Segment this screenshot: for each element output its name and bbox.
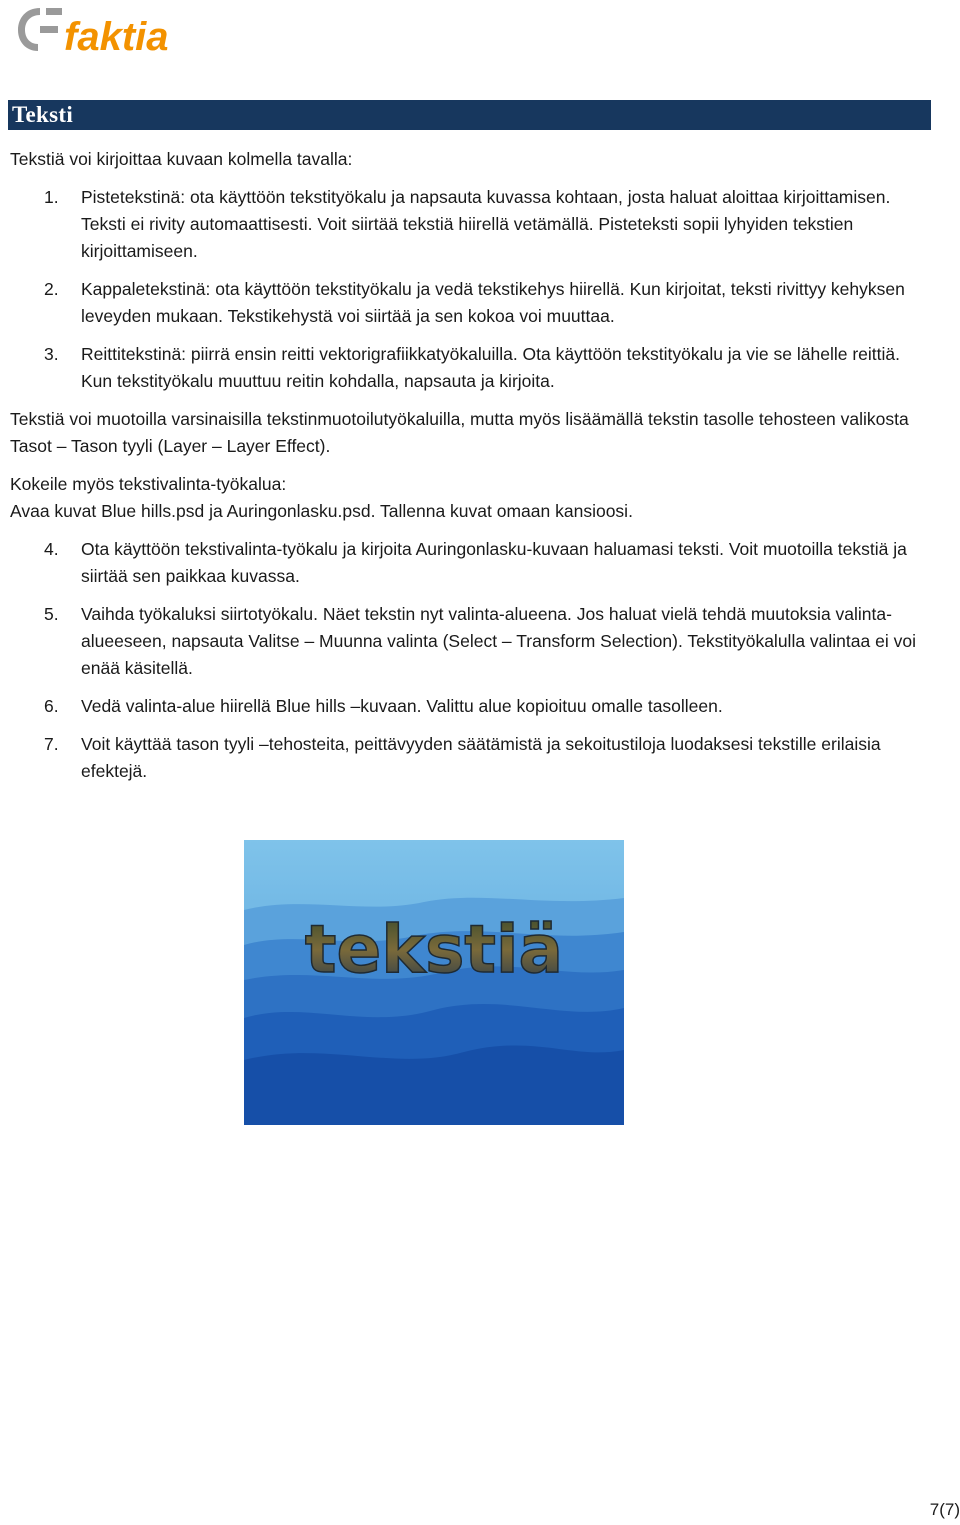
list-number: 3.: [44, 344, 59, 364]
list-text: Reittitekstinä: piirrä ensin reitti vektorigrafiikkatyökaluilla. Ota käyttöön tekstityökalu ja vie se lähelle reittiä. Kun tekstityökalu muuttuu reitin kohdalla, napsauta ja kirjoita.: [81, 344, 900, 391]
list-text: Ota käyttöön tekstivalinta-työkalu ja kirjoita Auringonlasku-kuvaan haluamasi teksti. Voit muotoilla tekstiä ja siirtää sen paikkaa kuvassa.: [81, 539, 907, 586]
list-item: [10, 693, 925, 720]
faktia-logo-icon: [16, 4, 216, 56]
list-text: Pistetekstinä: ota käyttöön tekstityökalu ja napsauta kuvassa kohtaan, josta haluat aloittaa kirjoittamisen. Teksti ei rivity automaattisesti. Voit siirtää tekstiä hiirellä vetämällä. Pisteteksti sopii lyhyiden tekstien kirjoittamiseen.: [81, 187, 891, 261]
list-text: Voit käyttää tason tyyli –tehosteita, peittävyyden säätämistä ja sekoitustiloja luodaksesi tekstille erilaisia efektejä.: [81, 734, 881, 781]
open-paragraph: Avaa kuvat Blue hills.psd ja Auringonlasku.psd. Tallenna kuvat omaan kansioosi.: [10, 501, 633, 521]
figure-text: tekstiä: [304, 911, 564, 988]
format-paragraph: Tekstiä voi muotoilla varsinaisilla tekstinmuotoilutyökaluilla, mutta myös lisäämällä tekstin tasolle tehosteen valikosta Tasot – Tason tyyli (Layer – Layer Effect).: [10, 409, 909, 456]
logo-wordmark: faktia: [64, 15, 169, 56]
intro-paragraph: Tekstiä voi kirjoittaa kuvaan kolmella tavalla:: [10, 149, 353, 169]
exercise-list: [10, 536, 925, 785]
list-item: [10, 601, 925, 682]
blue-hills-image: [244, 840, 624, 1125]
faktia-logo: [16, 4, 216, 56]
list-item: [10, 184, 925, 265]
method-list: [10, 184, 925, 395]
list-item: [10, 276, 925, 330]
list-item: [10, 341, 925, 395]
list-text: Kappaletekstinä: ota käyttöön tekstityökalu ja vedä tekstikehys hiirellä. Kun kirjoitat, teksti rivittyy kehyksen leveyden mukaan. Tekstikehystä voi siirtää ja sen kokoa voi muuttaa.: [81, 279, 905, 326]
list-number: 6.: [44, 696, 59, 716]
try-paragraph: Kokeile myös tekstivalinta-työkalua:: [10, 474, 287, 494]
list-item: [10, 731, 925, 785]
list-number: 2.: [44, 279, 59, 299]
section-heading-bar: [8, 100, 931, 130]
list-number: 5.: [44, 604, 59, 624]
list-text: Vedä valinta-alue hiirellä Blue hills –kuvaan. Valittu alue kopioituu omalle tasolleen.: [81, 696, 723, 716]
document-body: [10, 146, 925, 796]
section-title: Teksti: [12, 102, 74, 127]
page-number: 7(7): [929, 1500, 960, 1519]
list-number: 1.: [44, 187, 59, 207]
list-item: [10, 536, 925, 590]
list-number: 4.: [44, 539, 59, 559]
list-number: 7.: [44, 734, 59, 754]
list-text: Vaihda työkaluksi siirtotyökalu. Näet tekstin nyt valinta-alueena. Jos haluat vielä tehdä muutoksia valinta-alueeseen, napsauta Valitse – Muunna valinta (Select – Transform Selection). Tekstityökalulla valintaa ei voi enää käsitellä.: [81, 604, 916, 678]
